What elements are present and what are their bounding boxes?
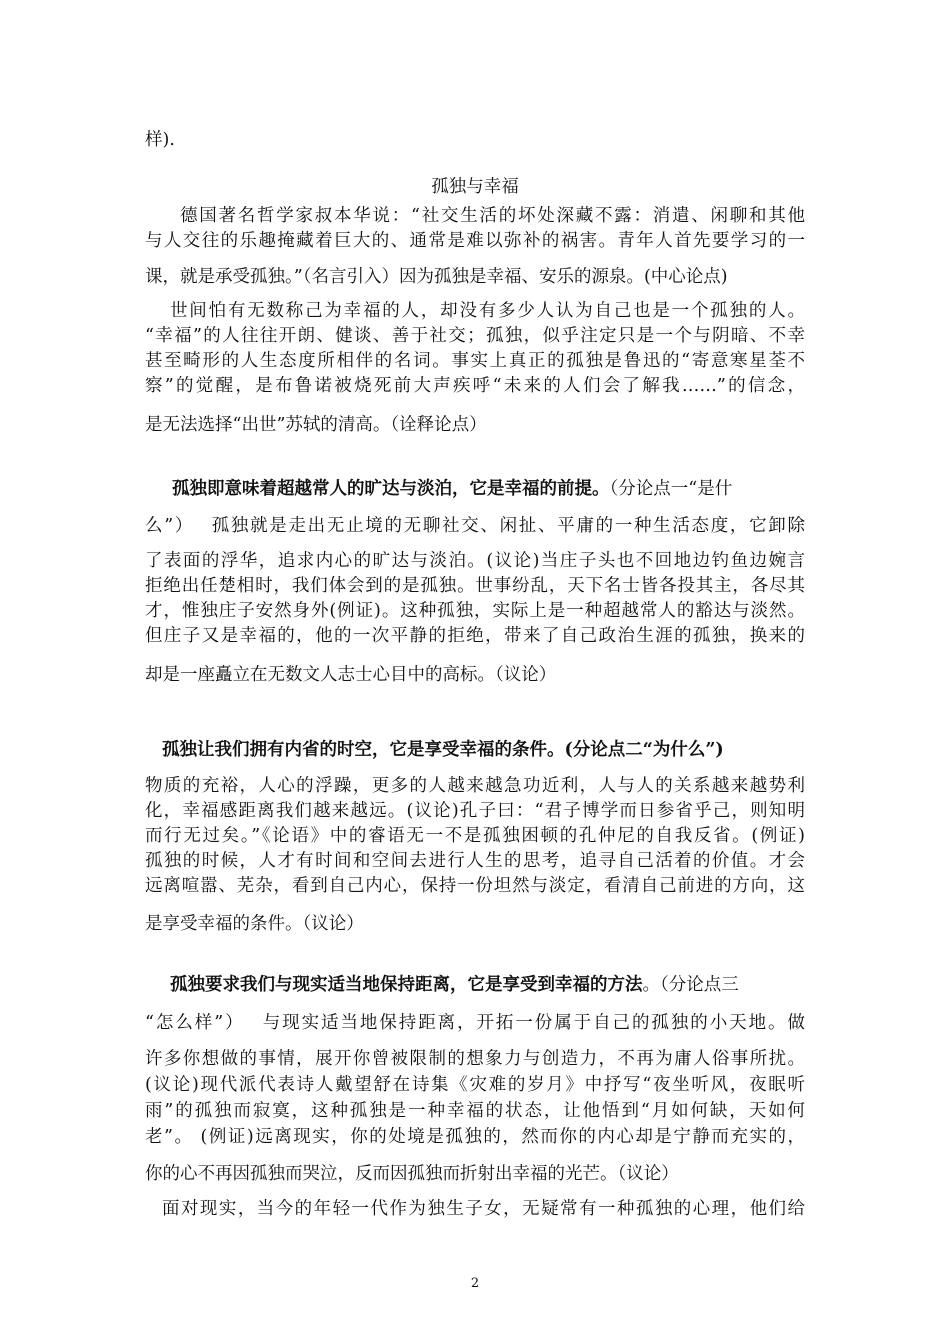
essay-title: 孤独与幸福 [431, 177, 519, 197]
text-line: 物质的充裕，人心的浮躁，更多的人越来越急功近利，人与人的关系越来越势利 [145, 776, 805, 796]
text-line: “怎么样”） 与现实适当地保持距离，开拓一份属于自己的孤独的小天地。做 [145, 1013, 805, 1033]
text-line: 孤独的时候，人才有时间和空间去进行人生的思考，追寻自己活着的价值。才会 [145, 851, 805, 871]
text-line: 远离喧嚣、芜杂，看到自己内心，保持一份坦然与淡定，看清自己前进的方向，这 [145, 876, 805, 896]
text-line: 世间怕有无数称己为幸福的人，却没有多少人认为自己也是一个孤独的人。 [170, 301, 805, 321]
text-line: 才，惟独庄子安然身外(例证)。这种孤独，实际上是一种超越常人的豁达与淡然。 [145, 601, 805, 621]
text-span: 。（分论点三 [642, 975, 739, 995]
text-line: 了表面的浮华，追求内心的旷达与淡泊。(议论)当庄子头也不回地边钓鱼边婉言 [145, 551, 805, 571]
text-span: （分论点一“是什 [609, 479, 733, 499]
text-line: 雨”的孤独而寂寞，这种孤独是一种幸福的状态，让他悟到“月如何缺，天如何 [145, 1101, 805, 1121]
page-number: 2 [470, 1276, 480, 1291]
sub-thesis-1: 孤独即意味着超越常人的旷达与淡泊，它是幸福的前提。 [172, 479, 610, 499]
text-line: 化，幸福感距离我们越来越远。(议论)孔子曰：“君子博学而日参省乎己，则知明 [145, 801, 805, 821]
text-line [172, 476, 805, 502]
text-line: 老”。 (例证)远离现实，你的处境是孤独的，然而你的内心却是宁静而充实的， [145, 1127, 805, 1147]
text-line: 课，就是承受孤独。”（名言引入）因为孤独是幸福、安乐的源泉。(中心论点) [145, 267, 728, 287]
text-line: (议论)现代派代表诗人戴望舒在诗集《灾难的岁月》中抒写“夜坐听风，夜眠听 [145, 1075, 805, 1095]
text-line: 而行无过矣。”《论语》中的睿语无一不是孤独困顿的孔仲尼的自我反省。(例证) [145, 826, 805, 846]
text-line [162, 737, 805, 763]
text-line: 是无法选择“出世”苏轼的清高。（诠释论点） [145, 415, 487, 435]
text-line: 拒绝出任楚相时，我们体会到的是孤独。世事纷乱，天下名士皆各投其主，各尽其 [145, 576, 805, 596]
text-line: 样). [145, 130, 175, 150]
text-line: “幸福”的人往往开朗、健谈、善于社交；孤独，似乎注定只是一个与阴暗、不幸 [145, 326, 805, 346]
text-line: 却是一座矗立在无数文人志士心目中的高标。（议论） [145, 665, 557, 685]
text-line: 察”的觉醒，是布鲁诺被烧死前大声疾呼“未来的人们会了解我……”的信念， [145, 376, 805, 396]
text-line: 是享受幸福的条件。（议论） [145, 914, 364, 934]
text-line: 许多你想做的事情，展开你曾被限制的想象力与创造力，不再为庸人俗事所扰。 [145, 1049, 805, 1069]
text-line: 但庄子又是幸福的，他的一次平静的拒绝，带来了自己政治生涯的孤独，换来的 [145, 626, 805, 646]
text-line: 甚至畸形的人生态度所相伴的名词。事实上真正的孤独是鲁迅的“寄意寒星荃不 [145, 351, 805, 371]
text-line: 面对现实，当今的年轻一代作为独生子女，无疑常有一种孤独的心理，他们给 [162, 1199, 805, 1219]
text-line: 德国著名哲学家叔本华说：“社交生活的坏处深藏不露：消遣、闲聊和其他 [180, 206, 805, 226]
text-span: (分论点二“为什么”) [564, 740, 724, 760]
sub-thesis-2: 孤独让我们拥有内省的时空，它是享受幸福的条件。 [162, 740, 565, 760]
text-line: 么”） 孤独就是走出无止境的无聊社交、闲扯、平庸的一种生活态度，它卸除 [145, 516, 805, 536]
text-line: 与人交往的乐趣掩藏着巨大的、通常是难以弥补的祸害。青年人首先要学习的一 [145, 231, 805, 251]
text-line: 你的心不再因孤独而哭泣，反而因孤独而折射出幸福的光芒。（议论） [145, 1164, 679, 1184]
text-line [170, 972, 805, 998]
sub-thesis-3: 孤独要求我们与现实适当地保持距离，它是享受到幸福的方法 [170, 975, 643, 995]
